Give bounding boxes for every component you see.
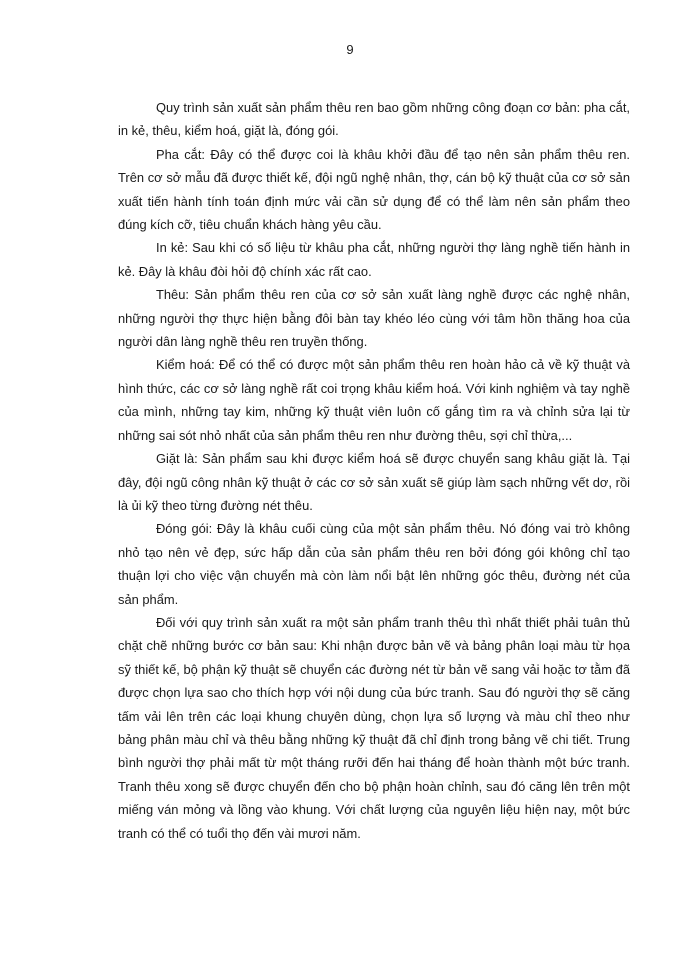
paragraph-kiem-hoa: Kiểm hoá: Để có thể có được một sản phẩm thêu ren hoàn hảo cả về kỹ thuật và hình thức, các cơ sở làng nghề rất coi trọng khâu kiểm hoá. Với kinh nghiệm và tay nghề của mình, những tay kim, những kỹ thuật viên luôn cố gắng tìm ra và chỉnh sửa lại từ những sai sót nhỏ nhất của sản phẩm thêu ren như đường thêu, sợi chỉ thừa,... (118, 357, 630, 443)
paragraph-giat-la: Giặt là: Sản phẩm sau khi được kiểm hoá sẽ được chuyển sang khâu giặt là. Tại đây, đội ngũ công nhân kỹ thuật ở các cơ sở sản xuất sẽ giúp làm sạch những vết dơ, rồi là ủi kỹ theo từng đường nét thêu. (118, 451, 630, 513)
paragraph-theu: Thêu: Sản phẩm thêu ren của cơ sở sản xuất làng nghề được các nghệ nhân, những người thợ thực hiện bằng đôi bàn tay khéo léo cùng với tâm hồn thăng hoa của người dân làng nghề thêu ren truyền thống. (118, 287, 630, 350)
page-number: 9 (346, 42, 354, 57)
paragraph-intro: Quy trình sản xuất sản phẩm thêu ren bao gồm những công đoạn cơ bản: pha cắt, in kẻ, thêu, kiểm hoá, giặt là, đóng gói. (118, 100, 630, 139)
paragraph-pha-cat: Pha cắt: Đây có thể được coi là khâu khởi đầu để tạo nên sản phẩm thêu ren. Trên cơ sở mẫu đã được thiết kế, đội ngũ nghệ nhân, thợ, cán bộ kỹ thuật của cơ sở sản xuất tiến hành tính toán định mức vải cần sử dụng để có thể làm nên sản phẩm theo đúng kích cỡ, tiêu chuẩn khách hàng yêu cầu. (118, 146, 630, 233)
paragraph-in-ke: In kẻ: Sau khi có số liệu từ khâu pha cắt, những người thợ làng nghề tiến hành in kẻ. Đây là khâu đòi hỏi độ chính xác rất cao. (118, 240, 630, 279)
paragraph-dong-goi: Đóng gói: Đây là khâu cuối cùng của một sản phẩm thêu. Nó đóng vai trò không nhỏ tạo nên vẻ đẹp, sức hấp dẫn của sản phẩm thêu ren bởi đóng gói không chỉ tạo thuận lợi cho việc vận chuyển mà còn làm nổi bật lên những góc thêu, đường nét của sản phẩm. (118, 521, 630, 607)
document-body (118, 96, 630, 845)
paragraph-tranh-theu: Đối với quy trình sản xuất ra một sản phẩm tranh thêu thì nhất thiết phải tuân thủ chặt chẽ những bước cơ bản sau: Khi nhận được bản vẽ và bảng phân loại màu từ họa sỹ thiết kế, bộ phận kỹ thuật sẽ chuyển các đường nét từ bản vẽ sang vải hoặc tơ tằm đã được chọn lựa sao cho thích hợp với nội dung của bức tranh. Sau đó người thợ sẽ căng tấm vải lên trên các loại khung chuyên dùng, chọn lựa số lượng và màu chỉ theo như bảng phân màu chỉ và thêu bằng những kỹ thuật đã chỉ định trong bảng vẽ chi tiết. Trung bình người thợ phải mất từ một tháng rưỡi đến hai tháng để hoàn thành một bức tranh. Tranh thêu xong sẽ được chuyển đến cho bộ phận hoàn chỉnh, sau đó căng lên trên một miếng ván mỏng và lồng vào khung. Với chất lượng của nguyên liệu hiện nay, một bức tranh có thể có tuổi thọ đến vài mươi năm. (118, 614, 630, 841)
